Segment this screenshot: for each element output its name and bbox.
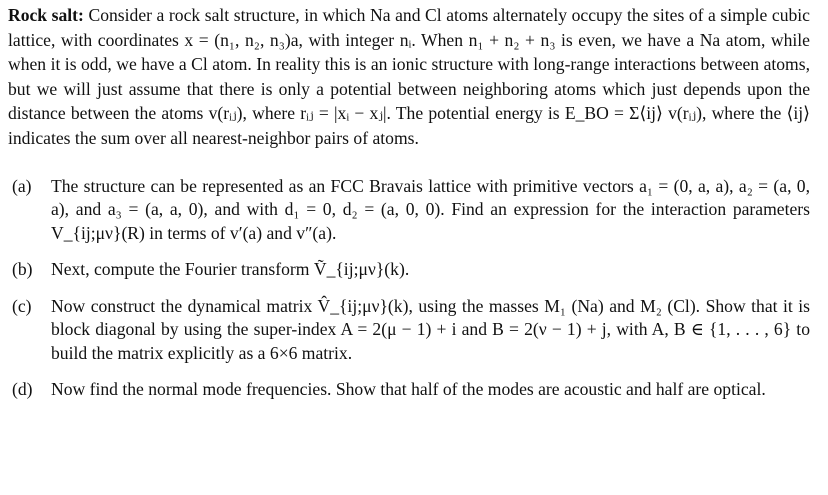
subquestion-d — [8, 378, 810, 402]
subquestion-label: (b) — [12, 259, 33, 280]
subquestion-label: (a) — [12, 175, 32, 196]
subquestion-c — [8, 295, 810, 366]
subquestion-text: Next, compute the Fourier transform Ṽ_{ij;μν}(k). — [51, 259, 410, 280]
subquestion-text: Now construct the dynamical matrix V̂_{ij;μν}(k), using the masses M₁ (Na) and M₂ (Cl). Show that it is block diagonal by using the super-index A = 2(μ − 1) + i and B = 2(ν − 1) + j, with A, B ∈ {1, . . . , 6} to build the matrix explicitly as a 6×6 matrix. — [51, 295, 810, 363]
problem-heading: Rock salt: — [8, 5, 84, 25]
subquestion-label: (c) — [12, 295, 32, 316]
subquestion-b — [8, 258, 810, 282]
problem-intro — [8, 3, 810, 151]
subquestion-list — [8, 175, 810, 402]
subquestion-label: (d) — [12, 379, 33, 400]
subquestion-text: Now find the normal mode frequencies. Show that half of the modes are acoustic and half are optical. — [51, 379, 766, 400]
subquestion-text: The structure can be represented as an FCC Bravais lattice with primitive vectors a₁ = (0, a, a), a₂ = (a, 0, a), and a₃ = (a, a, 0), and with d₁ = 0, d₂ = (a, 0, 0). Find an expression for the interaction parameters V_{ij;μν}(R) in terms of v′(a) and v″(a). — [51, 175, 810, 243]
subquestion-a — [8, 175, 810, 246]
intro-text: Consider a rock salt structure, in which Na and Cl atoms alternately occupy the sites of a simple cubic lattice, with coordinates x = (n₁, n₂, n₃)a, with integer nᵢ. When n₁ + n₂ + n₃ is even, we have a Na atom, while when it is odd, we have a Cl atom. In reality this is an ionic structure with long-range interactions between atoms, but we will just assume that there is only a potential between neighboring atoms which just depends upon the distance between the atoms v(rᵢⱼ), where rᵢⱼ = |xᵢ − xⱼ|. The potential energy is E_BO = Σ⟨ij⟩ v(rᵢⱼ), where the ⟨ij⟩ indicates the sum over all nearest-neighbor pairs of atoms. — [8, 5, 810, 148]
